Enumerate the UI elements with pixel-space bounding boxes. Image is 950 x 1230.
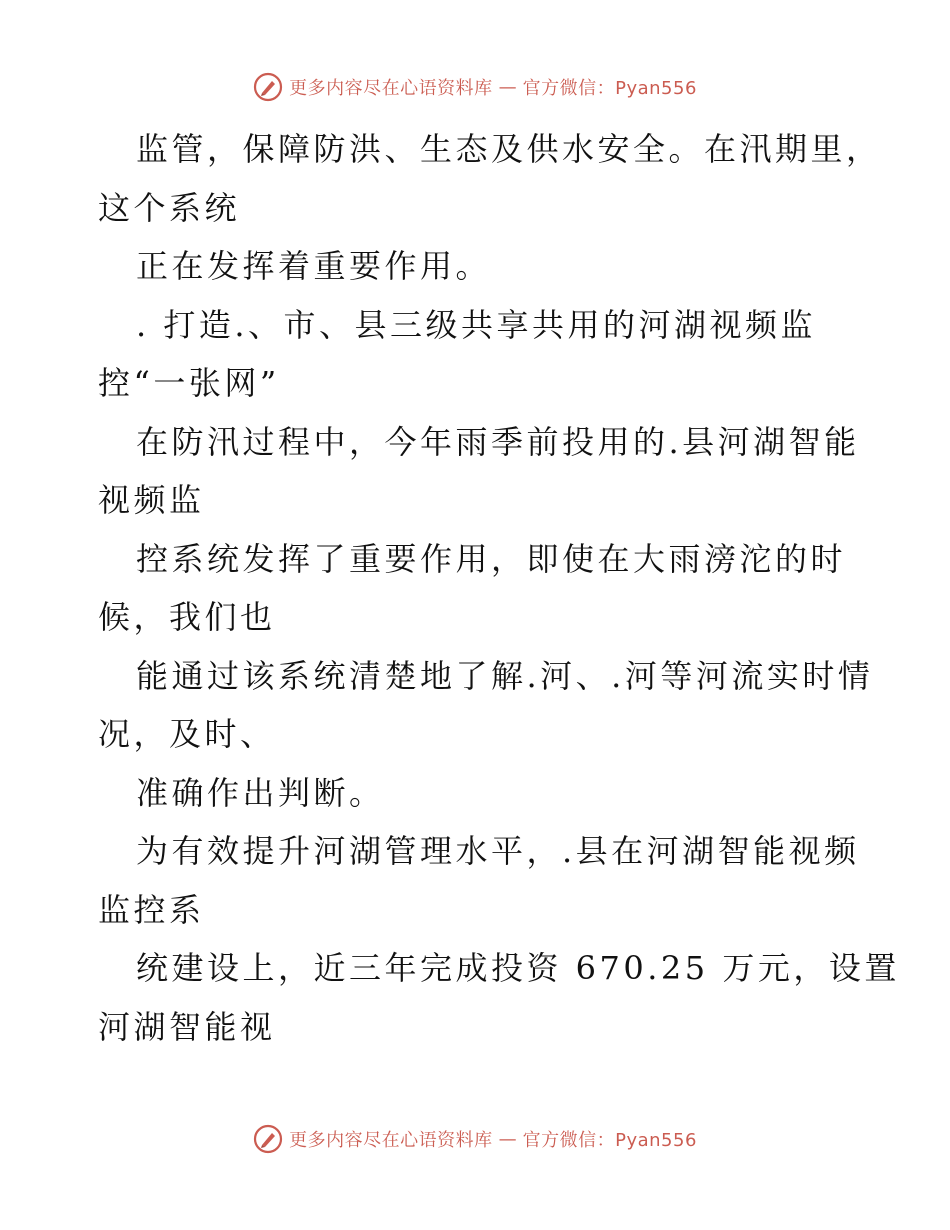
body-line: 监管，保障防洪、生态及供水安全。在汛期里， [136,130,882,168]
body-line: . 打造.、市、县三级共享共用的河湖视频监 [136,305,817,344]
document-body [98,120,900,1056]
body-line: 候，我们也 [98,598,276,636]
watermark-contact: 官方微信：Pyan556 [522,78,697,99]
header-watermark [0,72,950,102]
body-line: 视频监 [98,481,205,519]
watermark-dash: — [498,1128,517,1150]
pen-nib-icon [253,72,283,102]
watermark-dash: — [498,76,517,98]
body-line: 能通过该系统清楚地了解.河、.河等河流实时情 [136,656,874,695]
body-line: 控“一张网” [98,364,280,402]
body-line: 这个系统 [98,188,241,227]
footer-watermark [0,1124,950,1154]
body-line: 在防汛过程中，今年雨季前投用的.县河湖智能 [136,422,860,461]
body-line: 监控系 [98,890,205,929]
body-line: 正在发挥着重要作用。 [136,247,492,285]
body-line: 控系统发挥了重要作用，即使在大雨滂沱的时 [136,539,847,578]
body-line: 河湖智能视 [98,1007,276,1046]
pen-nib-icon [253,1124,283,1154]
watermark-text: 更多内容尽在心语资料库 [289,1130,493,1151]
watermark-text: 更多内容尽在心语资料库 [289,78,493,99]
body-line: 准确作出判断。 [136,773,385,812]
body-line: 况，及时、 [98,715,276,753]
body-line: 统建设上，近三年完成投资 670.25 万元，设置 [136,949,900,987]
body-line: 为有效提升河湖管理水平，.县在河湖智能视频 [136,832,860,870]
watermark-contact: 官方微信：Pyan556 [522,1130,697,1151]
